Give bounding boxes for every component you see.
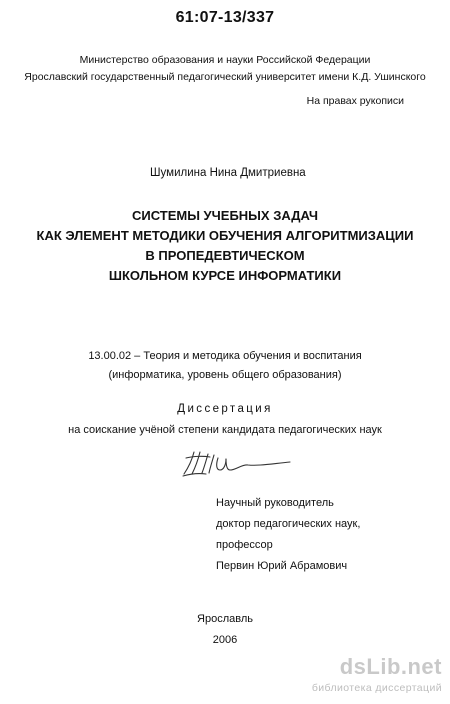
title-line-1: СИСТЕМЫ УЧЕБНЫХ ЗАДАЧ [131, 208, 319, 223]
supervisor-name: Первин Юрий Абрамович [216, 560, 348, 572]
title-line-4: ШКОЛЬНОМ КУРСЕ ИНФОРМАТИКИ [108, 268, 342, 283]
specialty-detail: (информатика, уровень общего образования) [108, 369, 342, 381]
document-code: 61:07-13/337 [175, 9, 275, 26]
ministry-line: Министерство образования и науки Российской Федерации [79, 54, 371, 66]
supervisor-rank: профессор [216, 539, 273, 551]
title-line-2: КАК ЭЛЕМЕНТ МЕТОДИКИ ОБУЧЕНИЯ АЛГОРИТМИЗАЦИИ [36, 228, 414, 243]
degree-line: на соискание учёной степени кандидата педагогических наук [68, 424, 382, 436]
dissertation-title [0, 206, 450, 286]
author-signature [180, 446, 300, 480]
watermark-logo: dsLib.net [339, 654, 442, 679]
university-line: Ярославский государственный педагогический университет имени К.Д. Ушинского [24, 71, 426, 83]
ministry-header [0, 52, 450, 86]
year: 2006 [212, 634, 238, 646]
watermark-subtitle: библиотека диссертаций [311, 682, 442, 694]
city: Ярославль [197, 613, 253, 625]
supervisor-degree: доктор педагогических наук, [216, 518, 361, 530]
specialty-block [0, 347, 450, 385]
title-line-3: В ПРОПЕДЕВТИЧЕСКОМ [145, 248, 305, 263]
supervisor-block [216, 493, 360, 577]
city-year-block [0, 609, 450, 651]
dissertation-label: Диссертация [177, 403, 273, 415]
supervisor-role: Научный руководитель [216, 497, 334, 509]
dslib-watermark [311, 654, 442, 700]
author-name: Шумилина Нина Дмитриевна [150, 167, 306, 179]
specialty-code: 13.00.02 – Теория и методика обучения и воспитания [88, 350, 362, 362]
rights-notice: На правах рукописи [306, 95, 404, 107]
